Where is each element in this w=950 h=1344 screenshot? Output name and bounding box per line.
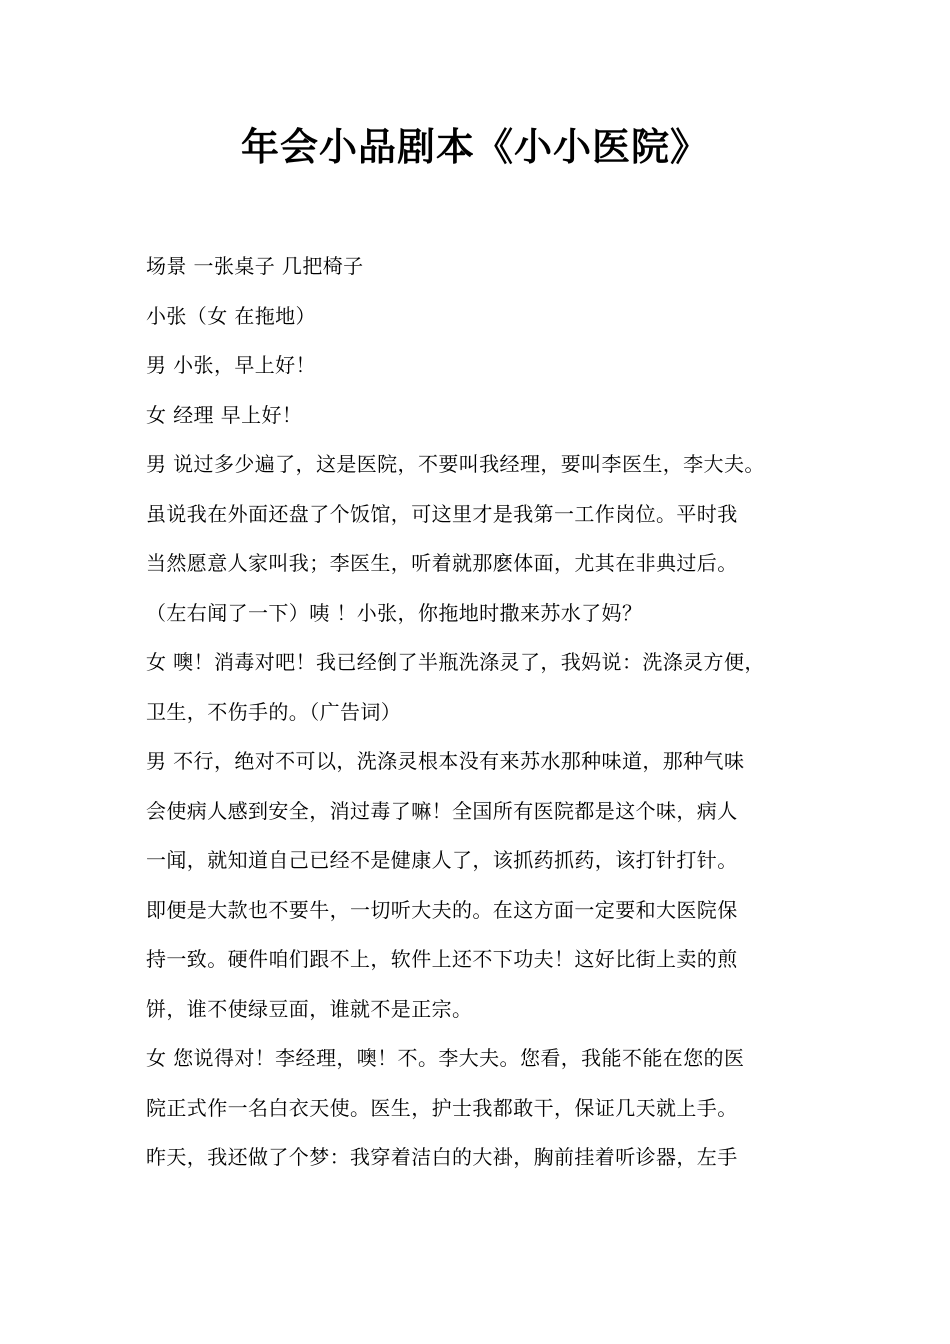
script-line: 卫生，不伤手的。（广告词） bbox=[146, 699, 402, 724]
script-line: 虽说我在外面还盘了个饭馆，可这里才是我第一工作岗位。平时我 bbox=[146, 501, 738, 526]
script-line: 一闻，就知道自己已经不是健康人了，该抓药抓药，该打针打针。 bbox=[146, 848, 738, 872]
script-line: 男 小张，早上好！ bbox=[146, 353, 316, 377]
script-line: 小张（女 在拖地） bbox=[146, 303, 316, 328]
script-line: 昨天，我还做了个梦：我穿着洁白的大褂，胸前挂着听诊器，左手 bbox=[146, 1145, 738, 1169]
script-line: 持一致。硬件咱们跟不上，软件上还不下功夫！这好比街上卖的煎 bbox=[146, 947, 738, 971]
script-line: 男 说过多少遍了，这是医院，不要叫我经理，要叫李医生，李大夫。 bbox=[146, 452, 765, 476]
script-line: 即便是大款也不要牛，一切听大夫的。在这方面一定要和大医院保 bbox=[146, 897, 738, 922]
script-line: 男 不行，绝对不可以，洗涤灵根本没有来苏水那种味道，那种气味 bbox=[146, 749, 745, 773]
script-line: 女 您说得对！李经理，噢！不。李大夫。您看，我能不能在您的医 bbox=[146, 1046, 745, 1070]
script-line: 院正式作一名白衣天使。医生，护士我都敢干，保证几天就上手。 bbox=[146, 1095, 738, 1120]
script-line: 场景 一张桌子 几把椅子 bbox=[146, 254, 364, 278]
script-line: 女 噢！消毒对吧！我已经倒了半瓶洗涤灵了，我妈说：洗涤灵方便， bbox=[146, 650, 765, 674]
script-line: 饼，谁不使绿豆面，谁就不是正宗。 bbox=[146, 996, 473, 1021]
script-line: （左右闻了一下）咦 ！小张，你拖地时撒来苏水了妈？ bbox=[146, 600, 643, 625]
script-line: 女 经理 早上好！ bbox=[146, 402, 303, 427]
script-line: 会使病人感到安全，消过毒了嘛！全国所有医院都是这个味，病人 bbox=[146, 798, 738, 823]
script-body bbox=[146, 246, 846, 1187]
document-title: 年会小品剧本《小小医院》 bbox=[240, 125, 709, 169]
script-line: 当然愿意人家叫我；李医生，听着就那麽体面，尤其在非典过后。 bbox=[146, 551, 738, 575]
